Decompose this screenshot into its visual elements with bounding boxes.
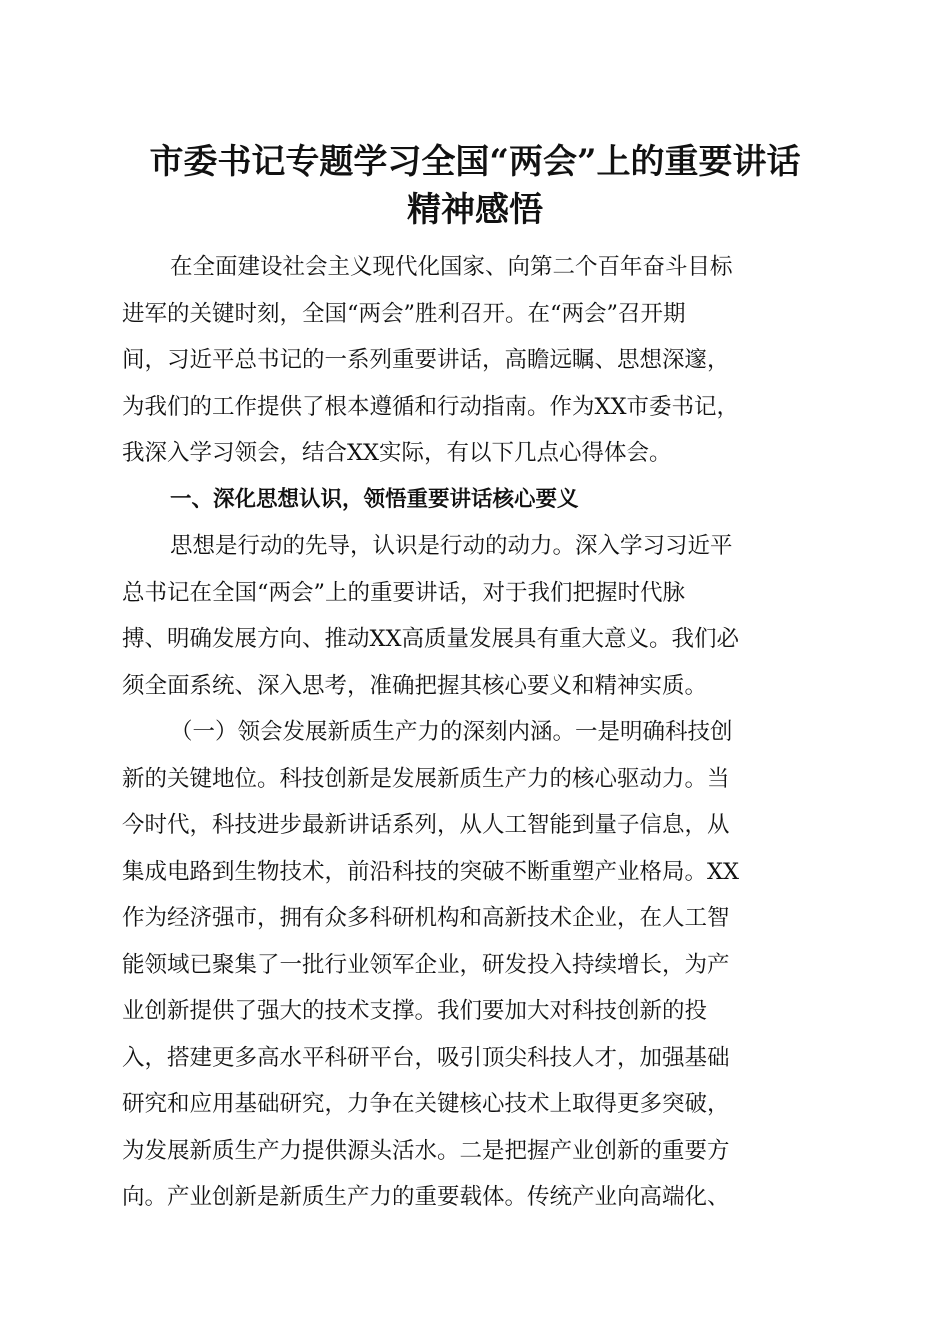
paragraph-line: 为我们的工作提供了根本遵循和行动指南。作为XX市委书记， bbox=[122, 393, 740, 420]
paragraph-line: 集成电路到生物技术，前沿科技的突破不断重塑产业格局。XX bbox=[122, 858, 740, 885]
paragraph-line: 总书记在全国“两会”上的重要讲话，对于我们把握时代脉 bbox=[122, 579, 686, 606]
paragraph-line: 搏、明确发展方向、推动XX高质量发展具有重大意义。我们必 bbox=[122, 626, 740, 652]
paragraph-line: 在全面建设社会主义现代化国家、向第二个百年奋斗目标 bbox=[170, 254, 733, 280]
paragraph-line: 间，习近平总书记的一系列重要讲话，高瞻远瞩、思想深邃， bbox=[122, 347, 730, 373]
paragraph-line: 入，搭建更多高水平科研平台，吸引顶尖科技人才，加强基础 bbox=[122, 1044, 730, 1071]
paragraph-line: 为发展新质生产力提供源头活水。二是把握产业创新的重要方 bbox=[122, 1137, 730, 1164]
section-heading: 一、深化思想认识，领悟重要讲话核心要义 bbox=[170, 486, 579, 512]
paragraph-line: 今时代，科技进步最新讲话系列，从人工智能到量子信息，从 bbox=[122, 812, 730, 838]
title-line-1: 市委书记专题学习全国“两会”上的重要讲话 bbox=[149, 142, 801, 182]
paragraph-line: （一）领会发展新质生产力的深刻内涵。一是明确科技创 bbox=[170, 719, 733, 745]
paragraph-line: 业创新提供了强大的技术支撑。我们要加大对科技创新的投 bbox=[122, 998, 708, 1024]
paragraph-line: 研究和应用基础研究，力争在关键核心技术上取得更多突破， bbox=[122, 1091, 730, 1117]
paragraph-line: 能领域已聚集了一批行业领军企业，研发投入持续增长，为产 bbox=[122, 951, 730, 978]
document-title bbox=[110, 138, 840, 234]
paragraph-line: 思想是行动的先导，认识是行动的动力。深入学习习近平 bbox=[170, 533, 733, 559]
paragraph-line: 作为经济强市，拥有众多科研机构和高新技术企业，在人工智 bbox=[122, 905, 730, 931]
document-body bbox=[122, 244, 822, 1221]
paragraph-line: 须全面系统、深入思考，准确把握其核心要义和精神实质。 bbox=[122, 672, 708, 699]
paragraph-line: 进军的关键时刻，全国“两会”胜利召开。在“两会”召开期 bbox=[122, 300, 686, 327]
paragraph-line: 新的关键地位。科技创新是发展新质生产力的核心驱动力。当 bbox=[122, 765, 730, 792]
title-line-2: 精神感悟 bbox=[407, 190, 543, 230]
paragraph-line: 向。产业创新是新质生产力的重要载体。传统产业向高端化、 bbox=[122, 1184, 730, 1210]
paragraph-line: 我深入学习领会，结合XX实际，有以下几点心得体会。 bbox=[122, 440, 672, 466]
